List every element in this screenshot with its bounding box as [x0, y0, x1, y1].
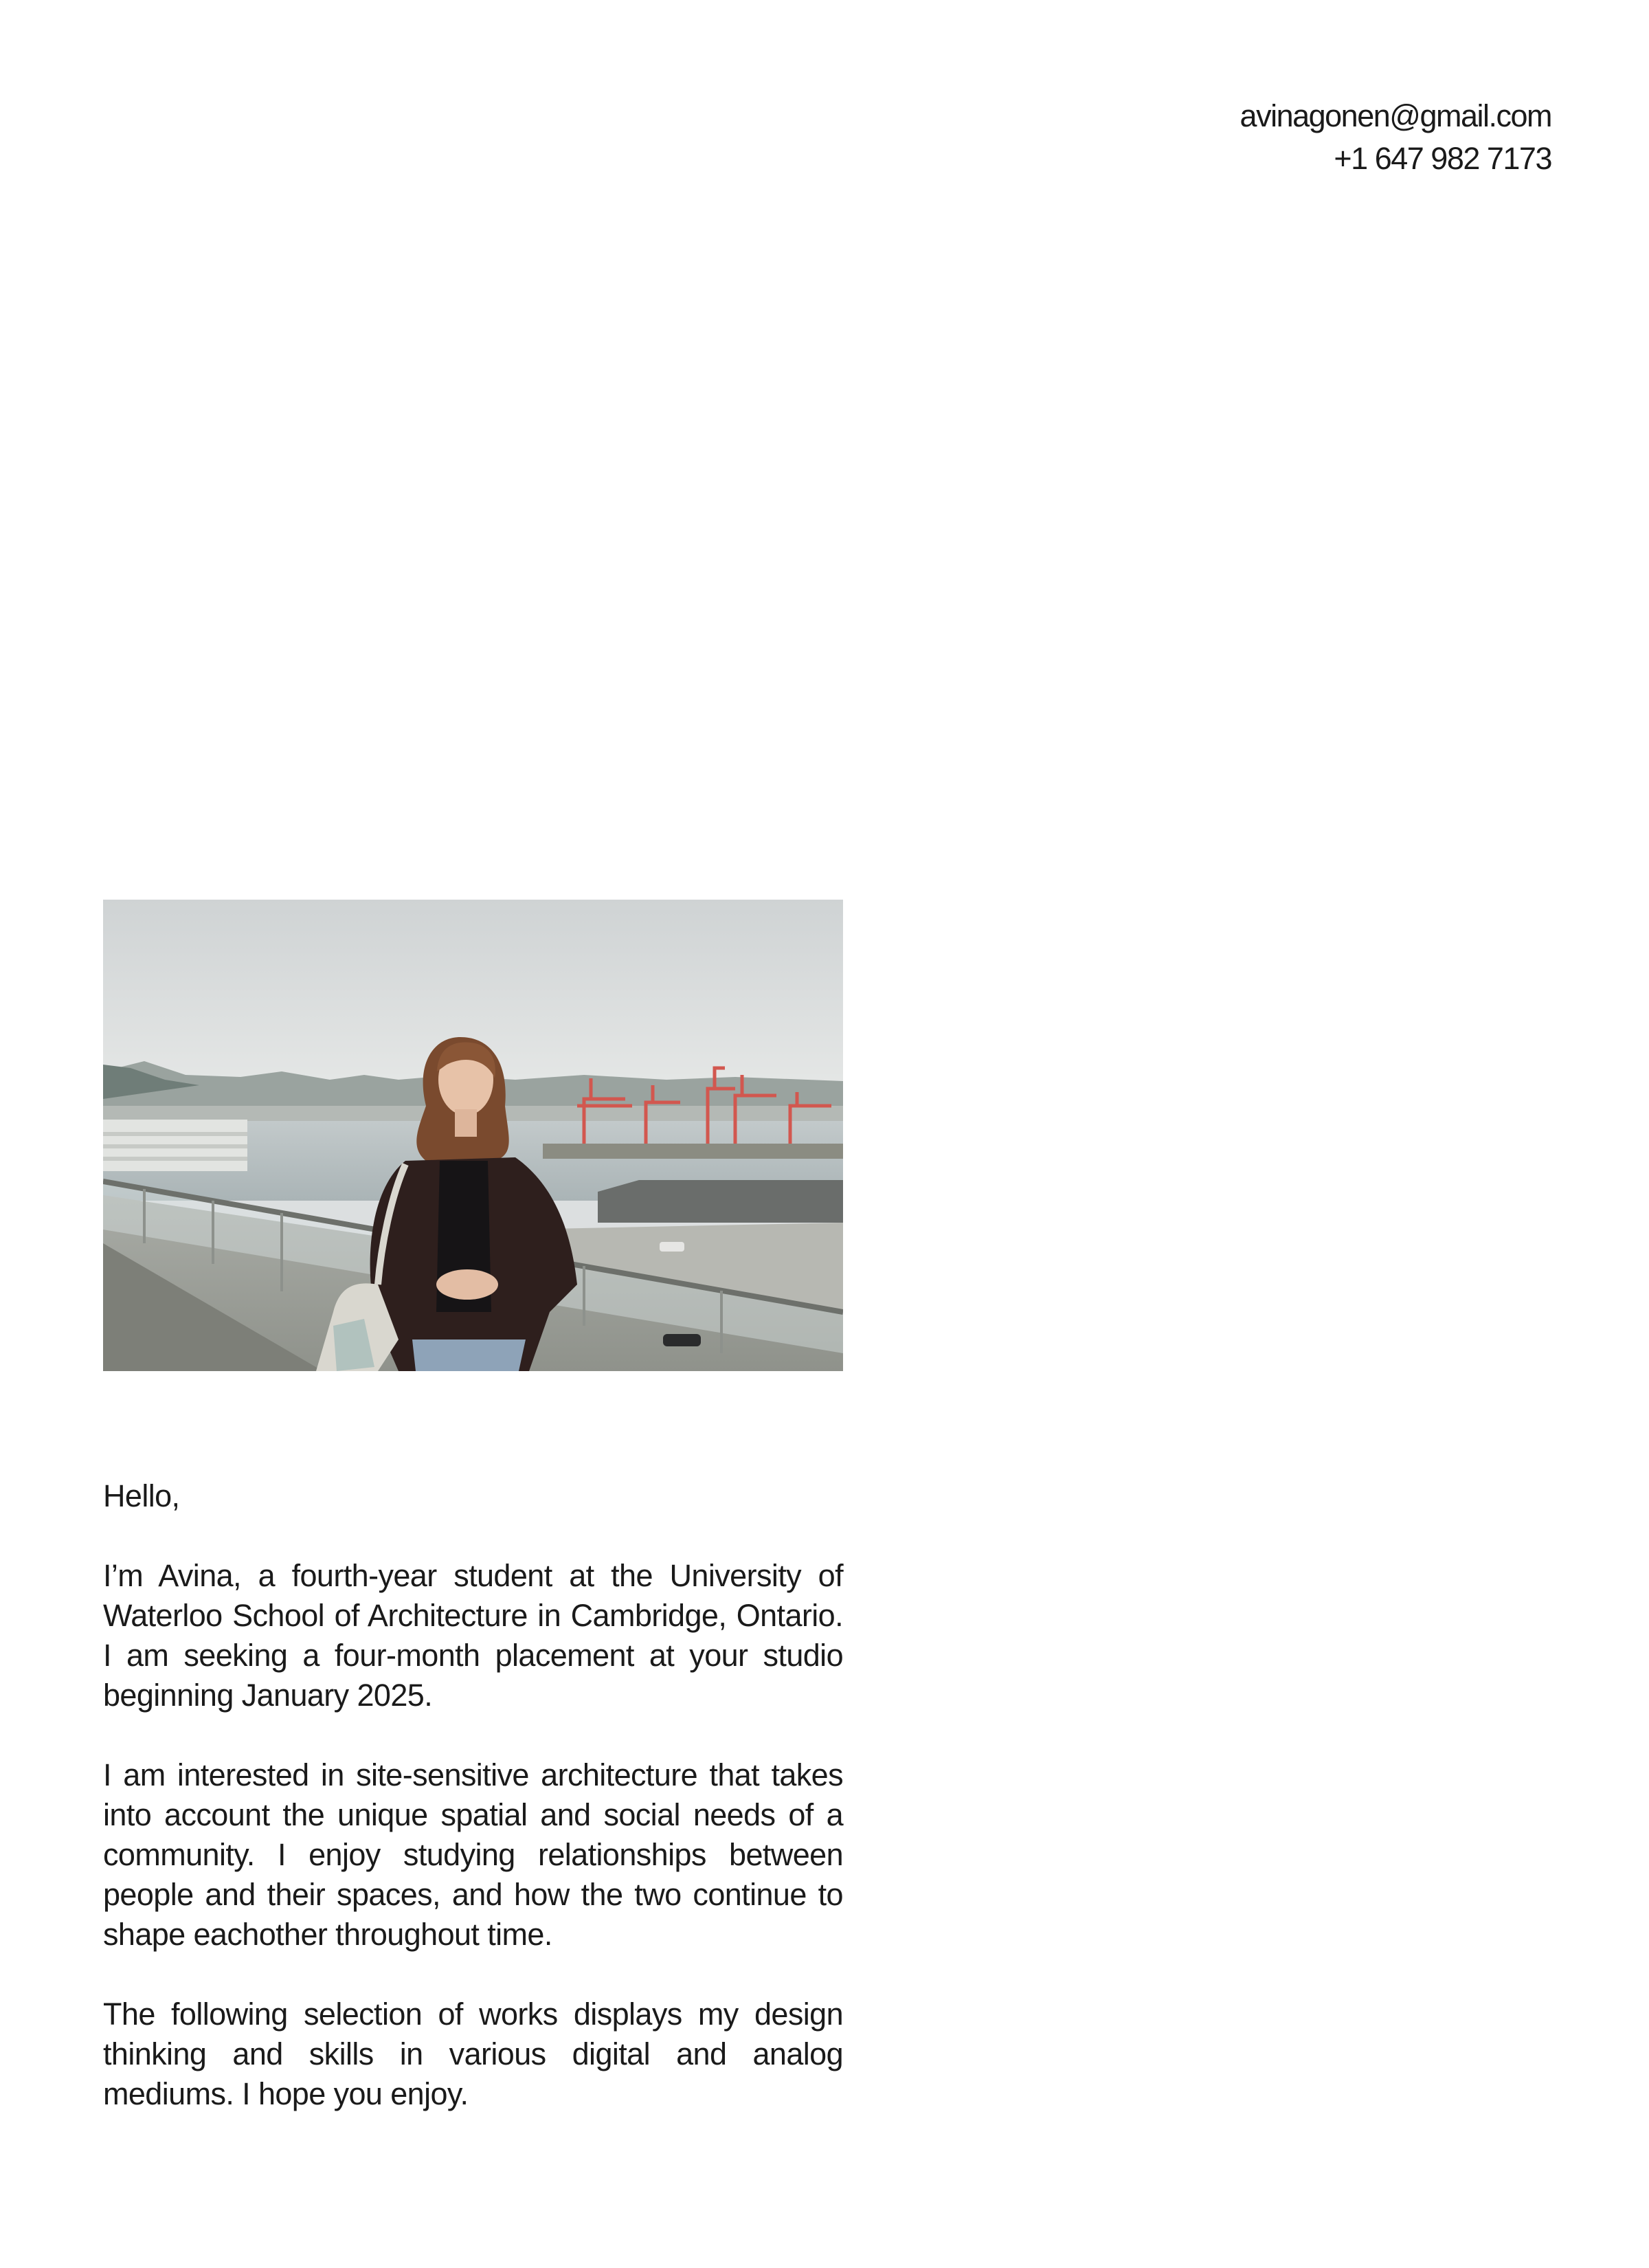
- waterfront-building: [598, 1180, 843, 1223]
- parked-car: [663, 1334, 701, 1346]
- closing-paragraph: The following selection of works displays my design thinking and skills in various digital and analog mediums. I hope you enjoy.: [103, 1997, 843, 2111]
- interests-paragraph: I am interested in site-sensitive architecture that takes into account the unique spatial and social needs of a community. I enjoy studying relationships between people and their spaces, and how the two continue to shape eachother throughout time.: [103, 1757, 843, 1952]
- intro-paragraph: I’m Avina, a fourth-year student at the University of Waterloo School of Architecture in Cambridge, Ontario. I am seeking a four-month placement at your studio beginning January 2025.: [103, 1558, 843, 1713]
- jeans: [412, 1339, 526, 1371]
- email-address[interactable]: avinagonen@gmail.com: [1239, 98, 1551, 133]
- container-port: [543, 1144, 843, 1159]
- cover-letter: [103, 1476, 843, 2154]
- phone-number[interactable]: +1 647 982 7173: [1334, 141, 1551, 176]
- portrait-photo: [103, 900, 843, 1371]
- harbour-portrait-illustration: [103, 900, 843, 1371]
- hands: [436, 1269, 498, 1300]
- greeting: Hello,: [103, 1478, 180, 1513]
- contact-info: [1240, 95, 1551, 180]
